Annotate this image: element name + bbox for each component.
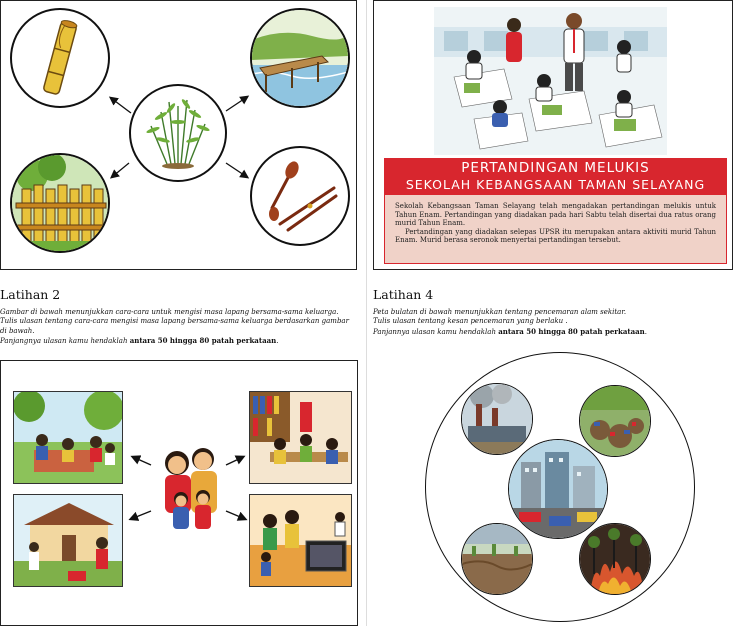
- page-divider: [366, 0, 367, 626]
- pollution-river-circle: [461, 523, 533, 595]
- latihan-4-line-3: [373, 327, 731, 337]
- latihan-4-instructions: [373, 308, 731, 337]
- bamboo-circle-map-frame: [0, 0, 357, 270]
- article-paragraph-2: Pertandingan yang diadakan selepas UPSR itu merupakan antara aktiviti murid Tahun Enam. Murid berasa seronok menyertai pertandingan tersebut.: [395, 227, 716, 245]
- latihan-2-line-1: Gambar di bawah menunjukkan cara-cara untuk mengisi masa lapang bersama-sama keluarga.: [0, 308, 339, 316]
- pollution-factory-circle: [461, 383, 533, 455]
- article-paragraph-1: Sekolah Kebangsaan Taman Selayang telah mengadakan pertandingan melukis untuk Tahun Enam. Pertandingan yang diadakan pada hari Sabtu telah disertai dua ratus orang murid Tahun Enam.: [395, 202, 716, 228]
- banner-title-line-2: SEKOLAH KEBANGSAAN TAMAN SELAYANG: [405, 177, 706, 192]
- latihan-2-instructions: [0, 308, 360, 347]
- bamboo-utensils-circle: [250, 146, 350, 246]
- banner-title-line-1: PERTANDINGAN MELUKIS: [461, 160, 650, 176]
- bamboo-fence-icon: [12, 155, 108, 251]
- drawing-competition-illustration: [434, 7, 667, 155]
- pollution-outer-circle: [425, 352, 695, 622]
- latihan-4-line-2: Tulis ulasan tentang kesan pencemaran yang berlaku .: [373, 317, 568, 326]
- bamboo-bridge-circle: [250, 8, 350, 108]
- latihan-4-length-suffix: .: [644, 327, 647, 336]
- latihan-2-length-requirement: antara 50 hingga 80 patah perkataan: [129, 336, 277, 346]
- latihan-4-line-1: Peta bulatan di bawah menunjukkan tentang pencemaran alam sekitar.: [373, 308, 627, 316]
- latihan-2-line-2: Tulis ulasan tentang cara-cara mengisi masa lapang bersama-sama keluarga berdasarkan gambar: [0, 317, 349, 326]
- competition-banner: [384, 158, 727, 194]
- competition-article: [384, 194, 727, 264]
- bamboo-plant-circle: [129, 84, 227, 182]
- family-reading-picture: [249, 391, 352, 484]
- latihan-4-heading: Latihan 4: [373, 287, 434, 302]
- polluted-river-icon: [462, 524, 532, 594]
- family-gardening-picture: [13, 494, 123, 587]
- family-picnic-picture: [13, 391, 123, 484]
- factory-smoke-icon: [462, 384, 532, 454]
- bamboo-tube-icon: [12, 10, 108, 106]
- drawing-competition-frame: [373, 0, 733, 270]
- family-leisure-frame: [0, 360, 358, 626]
- latihan-4-length-prefix: Panjannya ulasan kamu hendaklah: [373, 327, 499, 336]
- family-watching-tv-picture: [249, 494, 352, 587]
- bamboo-fence-circle: [10, 153, 110, 253]
- bamboo-utensils-icon: [252, 148, 348, 244]
- latihan-2-heading: Latihan 2: [0, 287, 61, 302]
- family-portrait-picture: [151, 441, 229, 533]
- bamboo-bridge-icon: [252, 10, 348, 106]
- latihan-2-line-3: di bawah.: [0, 326, 35, 335]
- bamboo-plant-icon: [131, 86, 225, 180]
- pollution-city-circle: [508, 439, 608, 539]
- latihan-4-length-requirement: antara 50 hingga 80 patah perkataan: [498, 326, 645, 336]
- latihan-2-length-suffix: .: [276, 337, 279, 346]
- city-traffic-icon: [509, 440, 607, 538]
- pollution-trash-circle: [579, 385, 651, 457]
- bamboo-tube-circle: [10, 8, 110, 108]
- latihan-2-line-4: [0, 336, 360, 346]
- latihan-2-length-prefix: Panjangnya ulasan kamu hendaklah: [0, 337, 130, 346]
- pollution-fire-circle: [579, 523, 651, 595]
- garbage-pile-icon: [580, 386, 650, 456]
- forest-fire-icon: [580, 524, 650, 594]
